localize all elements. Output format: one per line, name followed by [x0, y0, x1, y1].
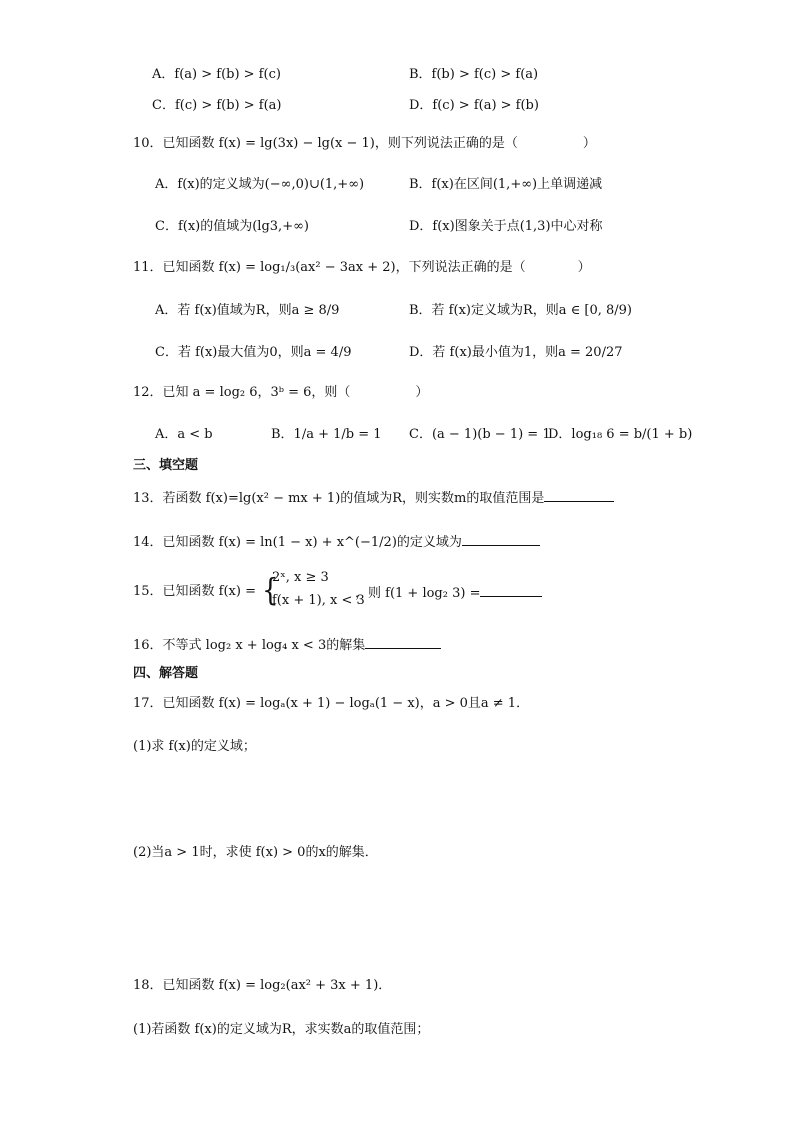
answer-blank — [365, 634, 441, 649]
q10-option-d: D．f(x)图象关于点(1,3)中心对称 — [409, 219, 603, 234]
q11-stem: 11．已知函数 f(x) = log₁/₃(ax² − 3ax + 2)，下列说法正确的是（ ） — [133, 260, 591, 275]
q13 — [133, 487, 614, 509]
q10-option-a: A．f(x)的定义域为(−∞,0)∪(1,+∞) — [155, 177, 365, 192]
q10-option-b: B．f(x)在区间(1,+∞)上单调递减 — [409, 177, 603, 192]
q9-option-b: B．f(b) > f(c) > f(a) — [409, 67, 539, 82]
q10-stem: 10．已知函数 f(x) = lg(3x) − lg(x − 1)，则下列说法正确的是（ ） — [133, 136, 596, 151]
q17-part-2: (2)当a > 1时，求使 f(x) > 0的x的解集． — [133, 845, 378, 860]
q13-text: 13．若函数 f(x)=lg(x² − mx + 1)的值域为R，则实数m的取值范围是 — [133, 491, 545, 506]
q9-option-a: A．f(a) > f(b) > f(c) — [152, 67, 281, 82]
q12-stem: 12．已知 a = log₂ 6，3ᵇ = 6，则（ ） — [133, 385, 429, 400]
q18-part-1: (1)若函数 f(x)的定义域为R，求实数a的取值范围； — [133, 1022, 430, 1037]
q14-text: 14．已知函数 f(x) = ln(1 − x) + x^(−1/2)的定义域为 — [133, 535, 462, 550]
q15-case-1: 2ˣ, x ≥ 3 — [272, 570, 329, 585]
q11-option-c: C．若 f(x)最大值为0，则a = 4/9 — [155, 345, 352, 360]
section-heading-fill-blank: 三、填空题 — [133, 458, 199, 473]
q17-part-1: (1)求 f(x)的定义域； — [133, 739, 256, 754]
q10-option-c: C．f(x)的值域为(lg3,+∞) — [155, 219, 309, 234]
q12-option-a: A．a < b — [155, 427, 213, 442]
q11-option-a: A．若 f(x)值域为R，则a ≥ 8/9 — [155, 303, 340, 318]
piecewise-brace: { — [262, 573, 279, 609]
q12-option-b: B．1/a + 1/b = 1 — [271, 427, 382, 442]
answer-blank — [544, 487, 614, 502]
q12-option-c: C．(a − 1)(b − 1) = 1 — [409, 427, 551, 442]
q15-case-2: f(x + 1), x < 3 — [272, 593, 365, 608]
q15-suffix: ，则 f(1 + log₂ 3) = — [355, 586, 481, 601]
q9-option-c: C．f(c) > f(b) > f(a) — [152, 98, 282, 113]
q17-stem: 17．已知函数 f(x) = logₐ(x + 1) − logₐ(1 − x)，a > 0且a ≠ 1． — [133, 696, 530, 711]
q14 — [133, 531, 540, 553]
q11-option-b: B．若 f(x)定义域为R，则a ∈ [0, 8/9) — [409, 303, 632, 318]
answer-blank — [480, 582, 542, 597]
q16 — [133, 634, 441, 656]
q12-option-d: D．log₁₈ 6 = b/(1 + b) — [548, 427, 693, 442]
answer-blank — [462, 531, 540, 546]
q15-prefix: 15．已知函数 f(x) = — [133, 584, 256, 599]
q15-tail — [355, 582, 542, 604]
q16-text: 16．不等式 log₂ x + log₄ x < 3的解集 — [133, 638, 366, 653]
section-heading-solutions: 四、解答题 — [133, 666, 199, 681]
q9-option-d: D．f(c) > f(a) > f(b) — [409, 98, 539, 113]
q11-option-d: D．若 f(x)最小值为1，则a = 20/27 — [409, 345, 623, 360]
q18-stem: 18．已知函数 f(x) = log₂(ax² + 3x + 1)． — [133, 978, 392, 993]
